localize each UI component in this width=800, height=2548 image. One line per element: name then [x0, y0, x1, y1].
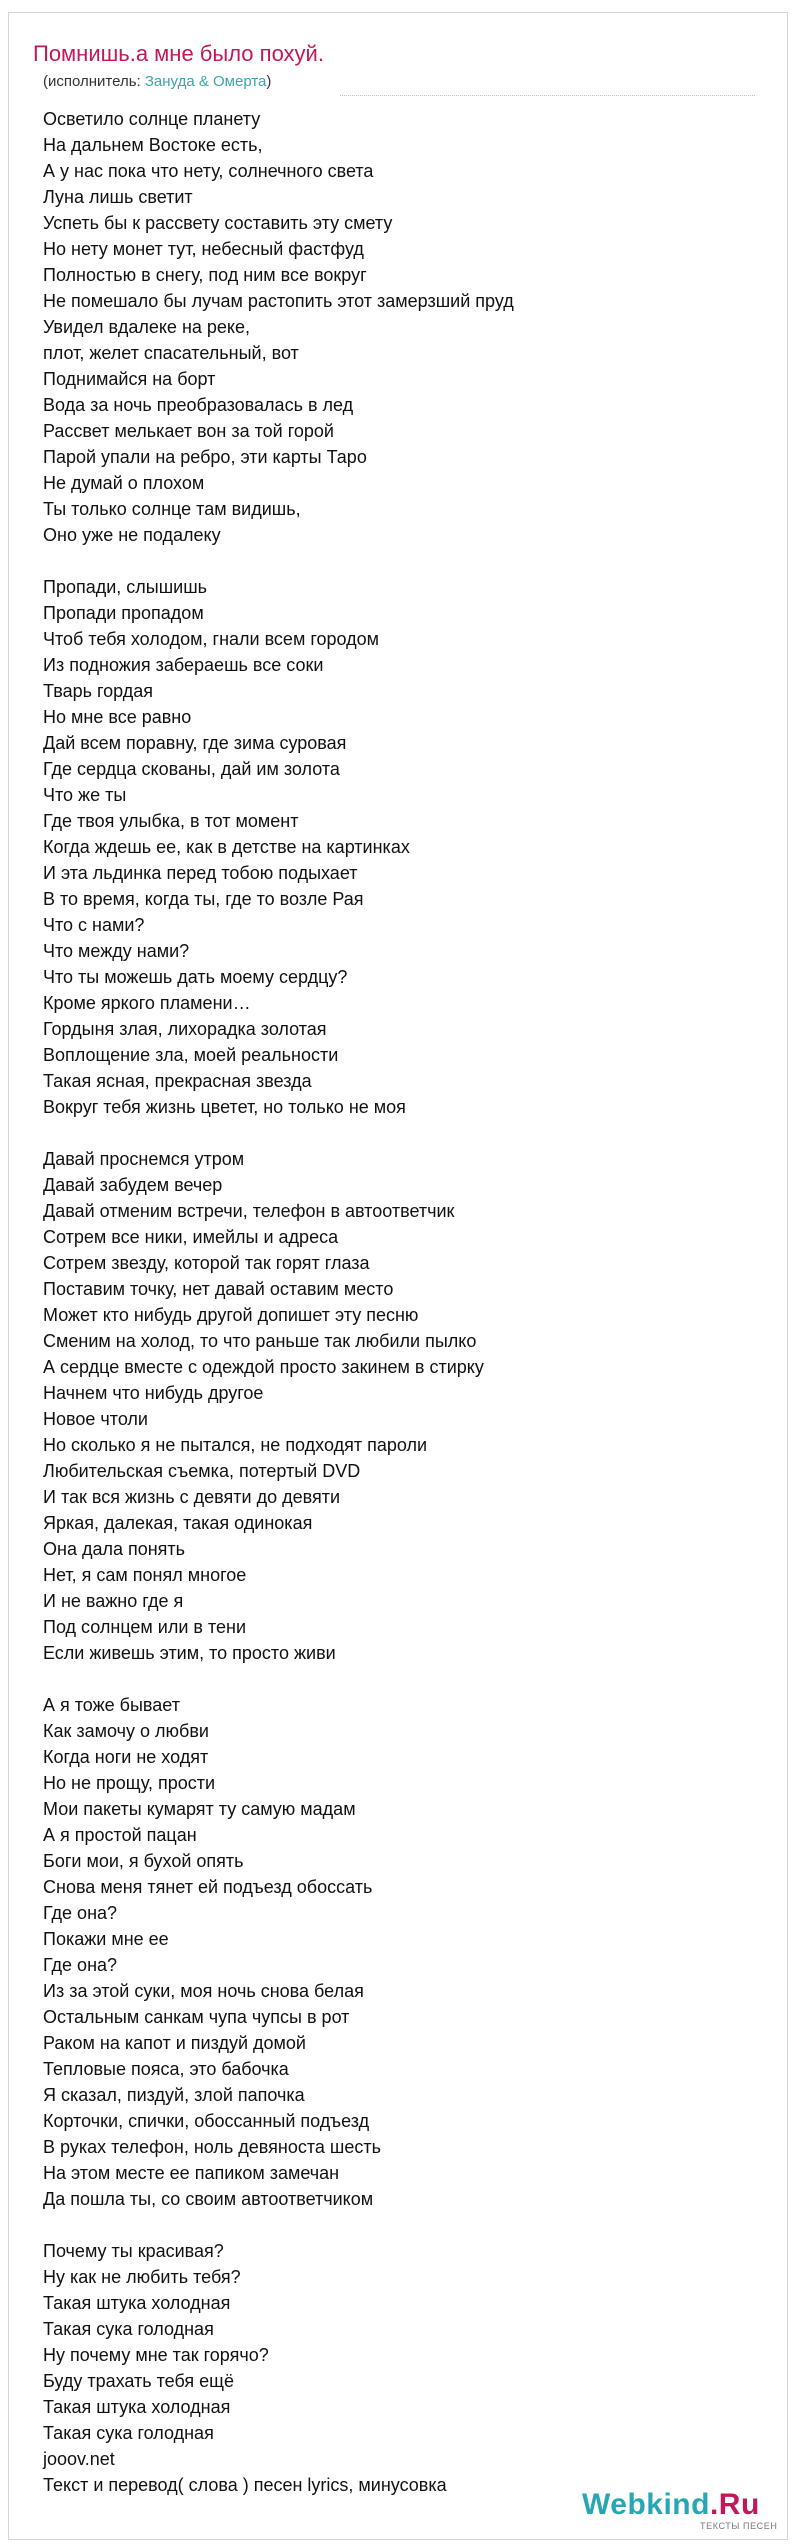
lyric-line: Не помешало бы лучам растопить этот замерзший пруд: [43, 291, 514, 311]
lyric-line: Но мне все равно: [43, 707, 192, 727]
lyric-line: На этом месте ее папиком замечан: [43, 2163, 340, 2183]
lyric-line: Остальным санкам чупа чупсы в рот: [43, 2007, 350, 2027]
lyric-line: Корточки, спички, обоссанный подъезд: [43, 2111, 370, 2131]
lyric-line: Увидел вдалеке на реке,: [43, 317, 250, 337]
lyric-line: Нет, я сам понял многое: [43, 1565, 247, 1585]
stanza-break: [43, 2212, 763, 2238]
lyric-line: Но не прощу, прости: [43, 1773, 216, 1793]
lyric-line: Такая штука холодная: [43, 2397, 231, 2417]
lyric-line: Я сказал, пиздуй, злой папочка: [43, 2085, 305, 2105]
lyric-line: Из за этой суки, моя ночь снова белая: [43, 1981, 364, 2001]
lyric-line: jooov.net: [43, 2449, 115, 2469]
lyric-line: Такая сука голодная: [43, 2319, 214, 2339]
lyric-line: Сотрем звезду, которой так горят глаза: [43, 1253, 370, 1273]
lyric-line: Когда ноги не ходят: [43, 1747, 209, 1767]
lyric-line: В руках телефон, ноль девяноста шесть: [43, 2137, 381, 2157]
lyric-line: Ну как не любить тебя?: [43, 2267, 241, 2287]
lyric-line: А у нас пока что нету, солнечного света: [43, 161, 374, 181]
lyric-line: Где твоя улыбка, в тот момент: [43, 811, 299, 831]
lyric-line: Когда ждешь ее, как в детстве на картинках: [43, 837, 410, 857]
lyric-line: Под солнцем или в тени: [43, 1617, 247, 1637]
lyric-line: Поставим точку, нет давай оставим место: [43, 1279, 394, 1299]
lyric-line: Воплощение зла, моей реальности: [43, 1045, 339, 1065]
lyric-line: Чтоб тебя холодом, гнали всем городом: [43, 629, 380, 649]
lyric-line: Мои пакеты кумарят ту самую мадам: [43, 1799, 356, 1819]
lyric-line: Что с нами?: [43, 915, 145, 935]
artist-suffix: ): [266, 73, 272, 90]
lyric-line: Из подножия забераешь все соки: [43, 655, 324, 675]
lyric-line: Рассвет мелькает вон за той горой: [43, 421, 334, 441]
lyric-line: И не важно где я: [43, 1591, 184, 1611]
lyric-line: Давай забудем вечер: [43, 1175, 223, 1195]
lyric-line: А сердце вместе с одеждой просто закинем в стирку: [43, 1357, 484, 1377]
lyric-line: Сменим на холод, то что раньше так любили пылко: [43, 1331, 477, 1351]
lyric-line: Яркая, далекая, такая одинокая: [43, 1513, 313, 1533]
lyric-line: Где она?: [43, 1955, 118, 1975]
lyric-line: И так вся жизнь с девяти до девяти: [43, 1487, 340, 1507]
logo-name: Webkind: [582, 2488, 710, 2521]
lyrics-text: [43, 106, 763, 2498]
lyric-line: И эта льдинка перед тобою подыхает: [43, 863, 358, 883]
lyric-line: Может кто нибудь другой допишет эту песню: [43, 1305, 419, 1325]
lyric-line: Ну почему мне так горячо?: [43, 2345, 269, 2365]
lyric-line: Боги мои, я бухой опять: [43, 1851, 244, 1871]
lyric-line: Сотрем все ники, имейлы и адреса: [43, 1227, 339, 1247]
lyric-line: Раком на капот и пиздуй домой: [43, 2033, 306, 2053]
lyric-line: Такая сука голодная: [43, 2423, 214, 2443]
lyric-line: Что между нами?: [43, 941, 190, 961]
lyric-line: Такая ясная, прекрасная звезда: [43, 1071, 312, 1091]
logo-tld: .Ru: [709, 2488, 760, 2521]
stanza-break: [43, 1666, 763, 1692]
stanza-break: [43, 1120, 763, 1146]
logo-tagline: ТЕКСТЫ ПЕСЕН: [700, 2521, 778, 2531]
lyric-line: Ты только солнце там видишь,: [43, 499, 301, 519]
lyric-line: Текст и перевод( слова ) песен lyrics, минусовка: [43, 2475, 447, 2495]
lyric-line: Где сердца скованы, дай им золота: [43, 759, 340, 779]
site-logo[interactable]: [582, 2488, 778, 2532]
title-divider: [340, 95, 755, 96]
lyric-line: Покажи мне ее: [43, 1929, 169, 1949]
lyric-line: Буду трахать тебя ещё: [43, 2371, 234, 2391]
lyric-line: Начнем что нибудь другое: [43, 1383, 264, 1403]
lyric-line: Луна лишь светит: [43, 187, 193, 207]
lyric-line: Парой упали на ребро, эти карты Таро: [43, 447, 367, 467]
lyric-line: На дальнем Востоке есть,: [43, 135, 263, 155]
lyric-line: Что же ты: [43, 785, 127, 805]
lyric-line: Если живешь этим, то просто живи: [43, 1643, 336, 1663]
lyric-line: Давай отменим встречи, телефон в автоответчик: [43, 1201, 455, 1221]
logo-wordmark: [582, 2488, 760, 2522]
lyric-line: Поднимайся на борт: [43, 369, 216, 389]
lyric-line: Пропади, слышишь: [43, 577, 208, 597]
lyric-line: Она дала понять: [43, 1539, 186, 1559]
artist-prefix: (исполнитель:: [43, 73, 145, 90]
lyric-line: Гордыня злая, лихорадка золотая: [43, 1019, 327, 1039]
lyric-line: Такая штука холодная: [43, 2293, 231, 2313]
lyric-line: Кроме яркого пламени…: [43, 993, 251, 1013]
lyric-line: Что ты можешь дать моему сердцу?: [43, 967, 348, 987]
lyric-line: Полностью в снегу, под ним все вокруг: [43, 265, 367, 285]
lyric-line: В то время, когда ты, где то возле Рая: [43, 889, 364, 909]
lyric-line: Почему ты красивая?: [43, 2241, 224, 2261]
lyric-line: Вода за ночь преобразовалась в лед: [43, 395, 354, 415]
lyric-line: А я простой пацан: [43, 1825, 197, 1845]
lyric-line: Любительская съемка, потертый DVD: [43, 1461, 361, 1481]
lyric-line: Оно уже не подалеку: [43, 525, 221, 545]
lyric-line: Но сколько я не пытался, не подходят пароли: [43, 1435, 428, 1455]
lyric-line: Как замочу о любви: [43, 1721, 209, 1741]
song-title: Помнишь.а мне было похуй.: [33, 41, 324, 66]
lyric-line: Да пошла ты, со своим автоответчиком: [43, 2189, 374, 2209]
lyric-line: А я тоже бывает: [43, 1695, 180, 1715]
lyric-line: Тепловые пояса, это бабочка: [43, 2059, 289, 2079]
lyric-line: Дай всем поравну, где зима суровая: [43, 733, 347, 753]
lyric-line: Давай проснемся утром: [43, 1149, 245, 1169]
lyric-line: Тварь гордая: [43, 681, 154, 701]
lyric-line: Успеть бы к рассвету составить эту смету: [43, 213, 393, 233]
lyric-line: Осветило солнце планету: [43, 109, 261, 129]
lyric-line: Вокруг тебя жизнь цветет, но только не моя: [43, 1097, 406, 1117]
lyric-line: плот, желет спасательный, вот: [43, 343, 299, 363]
lyric-line: Где она?: [43, 1903, 118, 1923]
artist-line: [43, 72, 271, 92]
artist-link[interactable]: Зануда & Омерта: [144, 73, 267, 90]
lyric-line: Пропади пропадом: [43, 603, 204, 623]
lyric-line: Новое чтоли: [43, 1409, 148, 1429]
lyric-line: Снова меня тянет ей подъезд обоссать: [43, 1877, 373, 1897]
stanza-break: [43, 548, 763, 574]
lyric-line: Но нету монет тут, небесный фастфуд: [43, 239, 364, 259]
lyric-line: Не думай о плохом: [43, 473, 205, 493]
